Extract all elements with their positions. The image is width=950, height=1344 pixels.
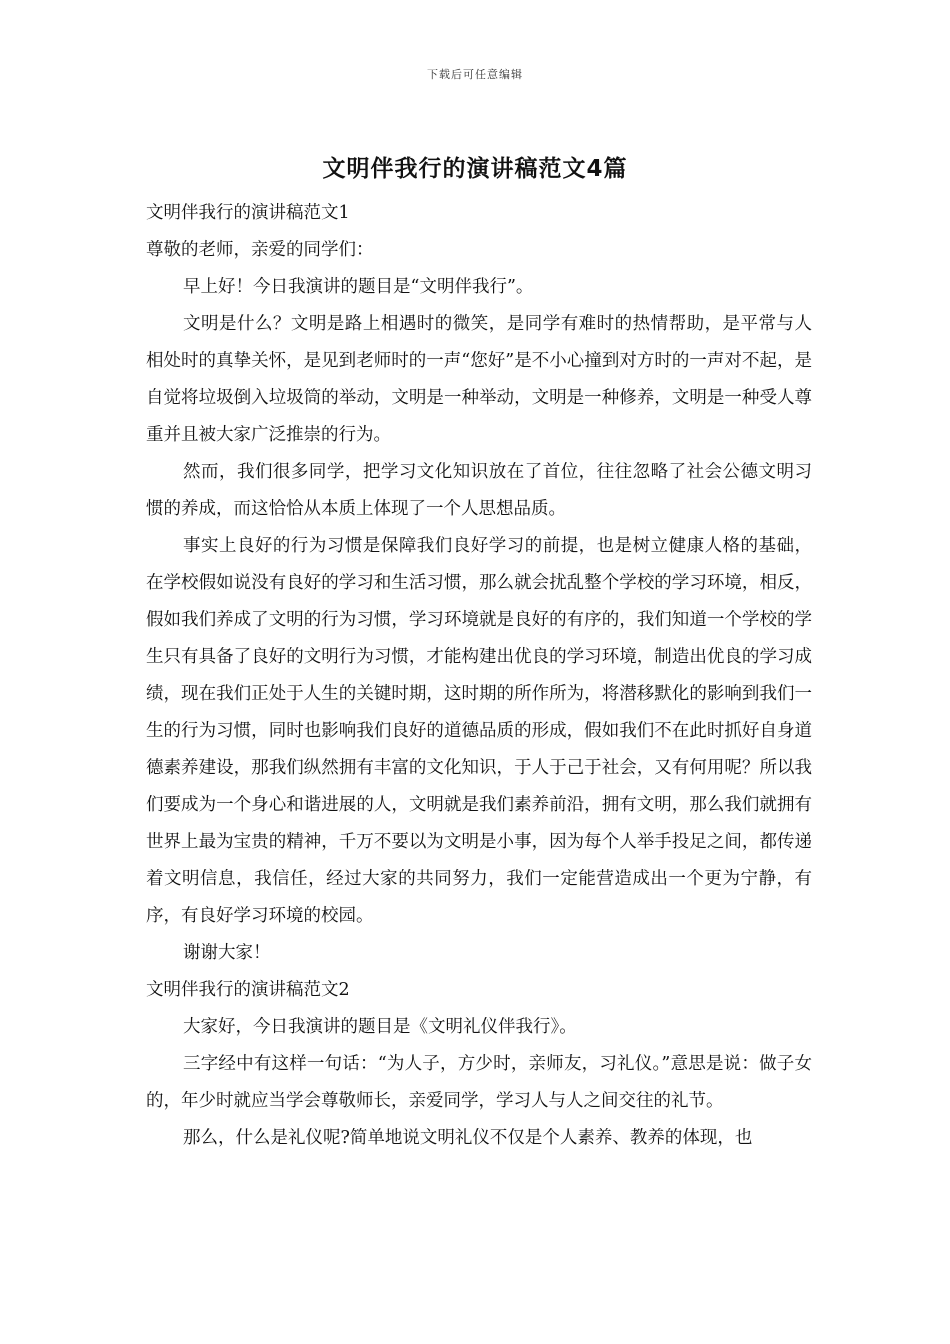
paragraph: 三字经中有这样一句话：“为人子，方少时，亲师友，习礼仪。”意思是说：做子女的，年少时就应当学会尊敬师长，亲爱同学，学习人与人之间交往的礼节。 [146, 1054, 812, 1111]
salutation: 尊敬的老师，亲爱的同学们： [146, 240, 374, 260]
paragraph: 大家好，今日我演讲的题目是《文明礼仪伴我行》。 [183, 1017, 577, 1037]
section-heading-1: 文明伴我行的演讲稿范文1 [146, 203, 350, 223]
paragraph: 文明是什么？文明是路上相遇时的微笑，是同学有难时的热情帮助，是平常与人相处时的真挚关怀，是见到老师时的一声“您好”是不小心撞到对方时的一声对不起，是自觉将垃圾倒入垃圾筒的举动，文明是一种举动，文明是一种修养，文明是一种受人尊重并且被大家广泛推崇的行为。 [146, 314, 812, 445]
document-body [146, 195, 812, 1157]
paragraph: 早上好！今日我演讲的题目是“文明伴我行”。 [183, 277, 534, 297]
header-note: 下载后可任意编辑 [427, 68, 523, 81]
paragraph: 然而，我们很多同学，把学习文化知识放在了首位，往往忽略了社会公德文明习惯的养成，而这恰恰从本质上体现了一个人思想品质。 [146, 462, 812, 519]
document-title: 文明伴我行的演讲稿范文4篇 [322, 156, 628, 182]
paragraph: 那么，什么是礼仪呢?简单地说文明礼仪不仅是个人素养、教养的体现，也 [183, 1128, 753, 1148]
paragraph: 事实上良好的行为习惯是保障我们良好学习的前提，也是树立健康人格的基础，在学校假如说没有良好的学习和生活习惯，那么就会扰乱整个学校的学习环境，相反，假如我们养成了文明的行为习惯，学习环境就是良好的有序的，我们知道一个学校的学生只有具备了良好的文明行为习惯，才能构建出优良的学习环境，制造出优良的学习成绩，现在我们正处于人生的关键时期，这时期的所作所为，将潜移默化的影响到我们一生的行为习惯，同时也影响我们良好的道德品质的形成，假如我们不在此时抓好自身道德素养建设，那我们纵然拥有丰富的文化知识，于人于己于社会，又有何用呢？所以我们要成为一个身心和谐进展的人，文明就是我们素养前沿，拥有文明，那么我们就拥有世界上最为宝贵的精神，千万不要以为文明是小事，因为每个人举手投足之间，都传递着文明信息，我信任，经过大家的共同努力，我们一定能营造成出一个更为宁静，有序，有良好学习环境的校园。 [146, 536, 812, 926]
section-heading-2: 文明伴我行的演讲稿范文2 [146, 980, 350, 1000]
closing: 谢谢大家！ [183, 943, 271, 963]
